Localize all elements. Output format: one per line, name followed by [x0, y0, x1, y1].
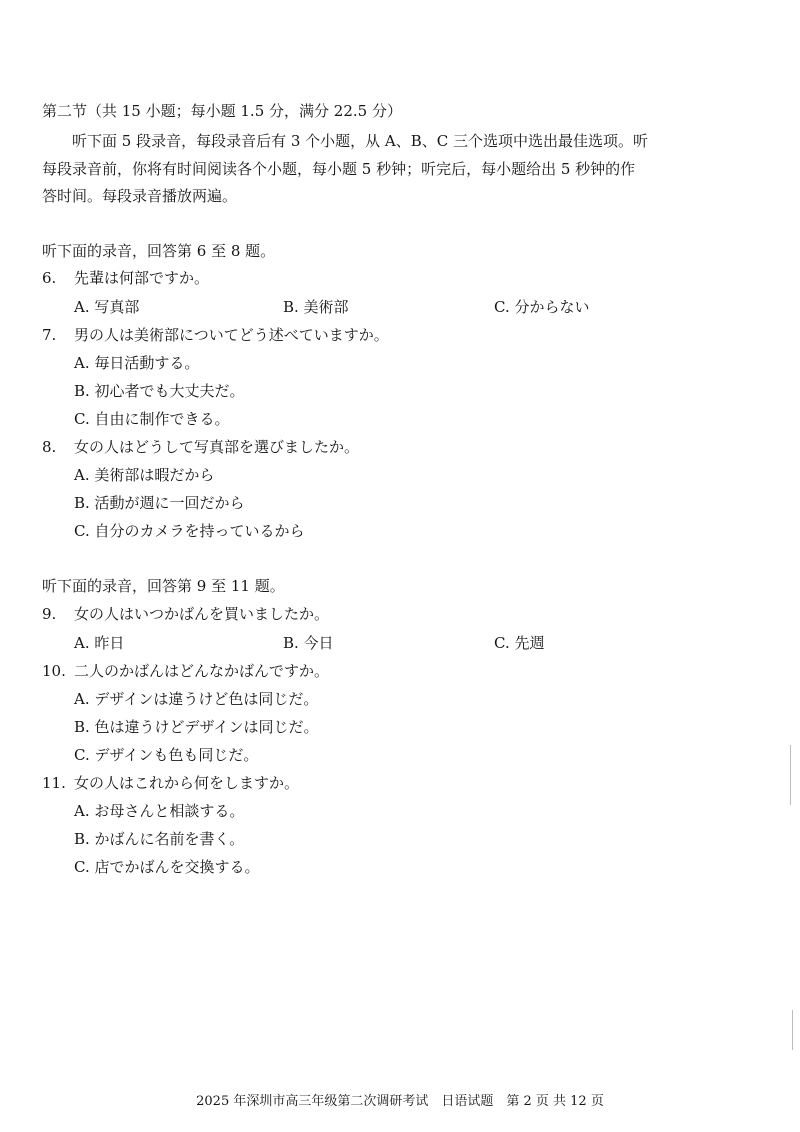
question-10-option-c: C. デザインも色も同じだ。 — [74, 746, 259, 764]
question-8-text: 女の人はどうして写真部を選びましたか。 — [74, 438, 360, 456]
question-9-option-c: C. 先週 — [494, 634, 545, 652]
question-10-text: 二人のかばんはどんなかばんですか。 — [74, 662, 330, 680]
question-6-text: 先輩は何部ですか。 — [74, 269, 210, 287]
question-11-option-a: A. お母さんと相談する。 — [74, 802, 245, 820]
question-7-option-c: C. 自由に制作できる。 — [74, 410, 230, 428]
question-7-option-a: A. 毎日活動する。 — [74, 354, 200, 372]
page-footer: 2025 年深圳市高三年级第二次调研考试 日语试题 第 2 页 共 12 页 — [196, 1094, 604, 1109]
instruction-line-1: 听下面 5 段录音，每段录音后有 3 个小题，从 A、B、C 三个选项中选出最佳选项。听 — [72, 132, 649, 150]
scan-edge-mark — [790, 745, 791, 805]
question-10-option-a: A. デザインは違うけど色は同じだ。 — [74, 690, 319, 708]
group-intro-1: 听下面的录音，回答第 6 至 8 题。 — [42, 242, 276, 260]
question-6-number: 6. — [42, 269, 57, 287]
question-6-option-b: B. 美術部 — [283, 298, 349, 316]
question-9-number: 9. — [42, 605, 57, 623]
question-7-number: 7. — [42, 326, 57, 344]
question-8-option-a: A. 美術部は暇だから — [74, 466, 215, 484]
question-11-option-b: B. かばんに名前を書く。 — [74, 830, 245, 848]
instruction-line-2: 每段录音前，你将有时间阅读各个小题，每小题 5 秒钟；听完后，每小题给出 5 秒钟的作 — [42, 160, 636, 178]
question-9-text: 女の人はいつかばんを買いましたか。 — [74, 605, 330, 623]
scan-edge-mark — [792, 1010, 793, 1050]
question-10-number: 10. — [42, 662, 66, 680]
question-7-text: 男の人は美術部についてどう述べていますか。 — [74, 326, 389, 344]
question-11-text: 女の人はこれから何をしますか。 — [74, 774, 300, 792]
question-8-number: 8. — [42, 438, 57, 456]
question-7-option-b: B. 初心者でも大丈夫だ。 — [74, 382, 245, 400]
question-11-option-c: C. 店でかばんを交換する。 — [74, 858, 260, 876]
question-9-option-b: B. 今日 — [283, 634, 334, 652]
group-intro-2: 听下面的录音，回答第 9 至 11 题。 — [42, 577, 285, 595]
question-6-option-a: A. 写真部 — [74, 298, 140, 316]
question-6-option-c: C. 分からない — [494, 298, 590, 316]
question-11-number: 11. — [42, 774, 66, 792]
section-heading: 第二节（共 15 小题；每小题 1.5 分，满分 22.5 分） — [42, 102, 402, 120]
question-8-option-b: B. 活動が週に一回だから — [74, 494, 245, 512]
question-10-option-b: B. 色は違うけどデザインは同じだ。 — [74, 718, 319, 736]
instruction-line-3: 答时间。每段录音播放两遍。 — [42, 187, 238, 205]
question-8-option-c: C. 自分のカメラを持っているから — [74, 522, 305, 540]
question-9-option-a: A. 昨日 — [74, 634, 125, 652]
